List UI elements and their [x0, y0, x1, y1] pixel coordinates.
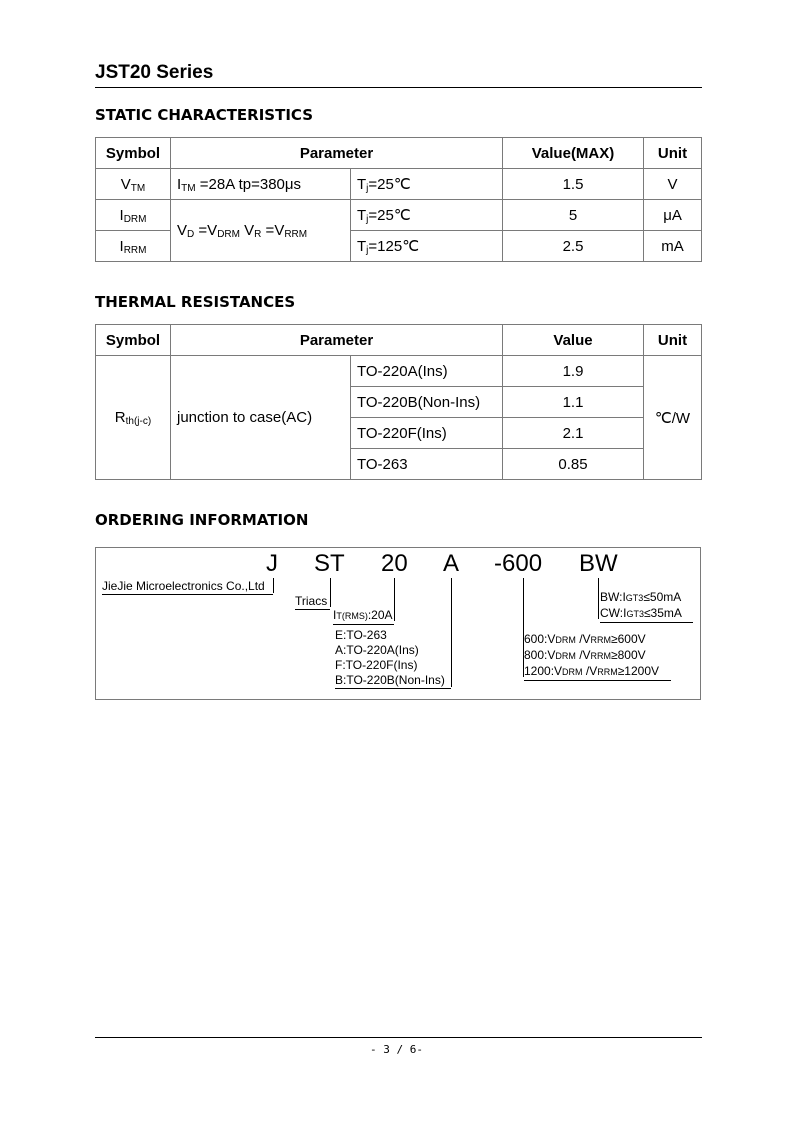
static-header-row [96, 138, 702, 169]
page-number: - 3 / 6- [370, 1043, 423, 1056]
symbol-cell: $I_{RRM}$ [96, 231, 171, 262]
company-label: JieJie Microelectronics Co.,Ltd [102, 579, 273, 595]
table-row [96, 200, 702, 231]
static-table [95, 137, 702, 262]
value-cell: 2.5 [503, 231, 644, 262]
thermal-header-row [96, 325, 702, 356]
package-cell: TO-220F(Ins) [351, 418, 503, 449]
code-part-j: J [266, 550, 278, 577]
symbol-cell: $R_{th(j-c)}$ [96, 356, 171, 480]
symbol-cell: $I_{DRM}$ [96, 200, 171, 231]
condition-cell: $T_j=25℃$ [351, 200, 503, 231]
document-title: JST20 Series [95, 62, 214, 83]
thermal-table [95, 324, 702, 480]
title-divider [95, 87, 702, 88]
code-part-a: A [443, 550, 460, 577]
param-cell: junction to case(AC) [171, 356, 351, 480]
package-option: A:TO-220A(Ins) [335, 643, 419, 657]
col-parameter: Parameter [171, 138, 503, 169]
code-part-st: ST [314, 550, 345, 577]
condition-cell: $T_j=125℃$ [351, 231, 503, 262]
col-value: Value(MAX) [503, 138, 644, 169]
package-cell: TO-220A(Ins) [351, 356, 503, 387]
connector-line [273, 578, 274, 593]
unit-cell: μA [644, 200, 702, 231]
unit-cell: mA [644, 231, 702, 262]
value-cell: 5 [503, 200, 644, 231]
voltage-option: 1200:VDRM /VRRM≥1200V [524, 664, 671, 681]
ordering-heading: ORDERING INFORMATION [95, 511, 309, 529]
connector-line [394, 578, 395, 621]
param-cell-merged: $V_D =V_{DRM}$ $V_R =V_{RRM}$ [171, 200, 351, 262]
footer-divider [95, 1037, 702, 1038]
col-parameter: Parameter [171, 325, 503, 356]
triacs-label: Triacs [295, 594, 330, 610]
code-part-bw: BW [579, 550, 618, 577]
package-option: E:TO-263 [335, 628, 387, 642]
table-row [96, 356, 702, 387]
package-option: F:TO-220F(Ins) [335, 658, 418, 672]
voltage-option: 600:VDRM /VRRM≥600V [524, 632, 646, 646]
current-label: IT(RMS):20A [333, 608, 394, 625]
gate-option: BW:IGT3≤50mA [600, 590, 682, 604]
unit-cell: ℃/W [644, 356, 702, 480]
condition-cell: $T_j=25℃$ [351, 169, 503, 200]
value-cell: 1.5 [503, 169, 644, 200]
col-value: Value [503, 325, 644, 356]
thermal-heading: THERMAL RESISTANCES [95, 293, 296, 311]
package-cell: TO-220B(Non-Ins) [351, 387, 503, 418]
code-part-20: 20 [381, 550, 408, 577]
value-cell: 0.85 [503, 449, 644, 480]
package-cell: TO-263 [351, 449, 503, 480]
value-cell: 2.1 [503, 418, 644, 449]
gate-option: CW:IGT3≤35mA [600, 606, 693, 623]
value-cell: 1.1 [503, 387, 644, 418]
symbol-cell: $V_{TM}$ [96, 169, 171, 200]
voltage-option: 800:VDRM /VRRM≥800V [524, 648, 646, 662]
connector-line [451, 578, 452, 687]
table-row [96, 169, 702, 200]
col-symbol: Symbol [96, 138, 171, 169]
col-unit: Unit [644, 325, 702, 356]
package-option: B:TO-220B(Non-Ins) [335, 673, 451, 689]
connector-line [598, 578, 599, 619]
value-cell: 1.9 [503, 356, 644, 387]
col-unit: Unit [644, 138, 702, 169]
static-heading: STATIC CHARACTERISTICS [95, 106, 314, 124]
connector-line [330, 578, 331, 607]
unit-cell: V [644, 169, 702, 200]
code-part-600: -600 [494, 550, 543, 577]
col-symbol: Symbol [96, 325, 171, 356]
param-cell: $I_{TM} =28A$ tp=380μs [171, 169, 351, 200]
